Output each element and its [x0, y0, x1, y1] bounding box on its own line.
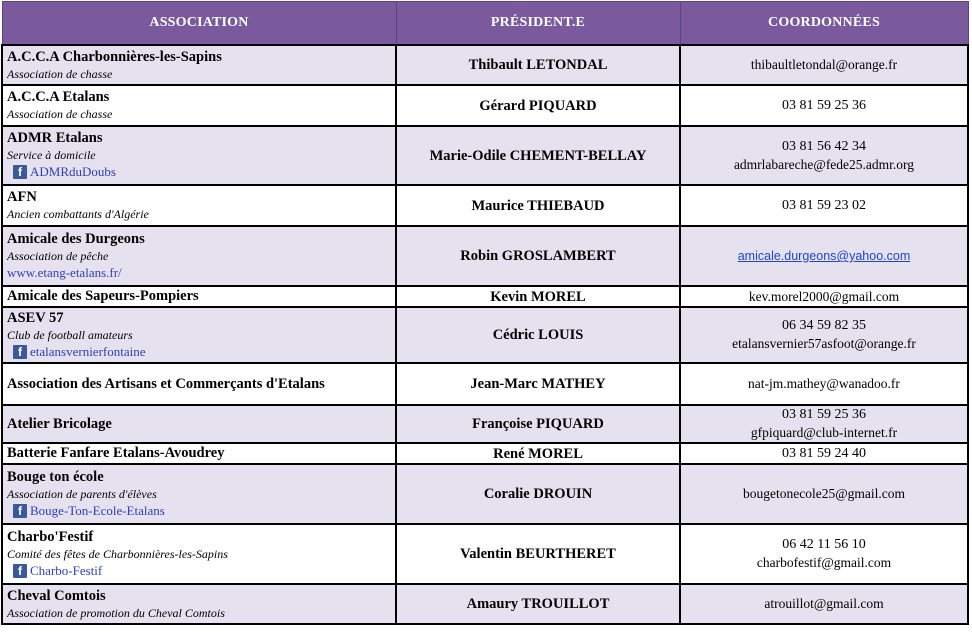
association-name: Association des Artisans et Commerçants d'Etalans: [7, 375, 325, 392]
president-cell: [396, 524, 680, 584]
contact-cell: [680, 307, 968, 363]
contact-phone: 06 34 59 82 35: [782, 318, 866, 333]
president-cell: [396, 584, 680, 624]
table-row: [2, 286, 968, 307]
table-row: [2, 363, 968, 405]
table-row: [2, 524, 968, 584]
facebook-page-name[interactable]: etalansvernierfontaine: [30, 343, 146, 359]
contact-phone: 03 81 59 24 40: [782, 445, 866, 461]
association-cell: [2, 363, 396, 405]
header-president: PRÉSIDENT.E: [396, 2, 680, 46]
president-name: Coralie DROUIN: [483, 486, 593, 502]
president-name: Gérard PIQUARD: [479, 97, 597, 114]
association-cell: [2, 286, 396, 307]
president-cell: [396, 405, 680, 443]
association-description: Association de pêche: [7, 249, 109, 263]
table-row: [2, 405, 968, 443]
association-description: Association de parents d'élèves: [7, 486, 157, 501]
facebook-page-name[interactable]: Bouge-Ton-Ecole-Etalans: [30, 502, 165, 518]
association-description: Association de promotion du Cheval Comtois: [7, 605, 225, 620]
table-row: [2, 584, 968, 624]
contact-cell: [680, 286, 968, 307]
president-name: Valentin BEURTHERET: [460, 546, 616, 562]
facebook-icon: f: [13, 504, 27, 518]
table-row: [2, 307, 968, 363]
table-row: [2, 126, 968, 185]
table-row: [2, 85, 968, 126]
president-name: Amaury TROUILLOT: [466, 596, 610, 612]
president-cell: [396, 464, 680, 524]
association-description: Ancien combattants d'Algérie: [7, 207, 149, 221]
president-cell: [396, 443, 680, 464]
facebook-link[interactable]: [7, 502, 391, 520]
association-name: A.C.C.A Etalans: [7, 89, 110, 105]
contact-cell: [680, 443, 968, 464]
association-name: ASEV 57: [7, 309, 64, 326]
contact-email: bougetonecole25@gmail.com: [742, 486, 905, 501]
association-name: AFN: [7, 189, 37, 205]
association-name: Amicale des Sapeurs-Pompiers: [7, 288, 199, 304]
association-name: ADMR Etalans: [7, 130, 103, 146]
president-name: Marie-Odile CHEMENT-BELLAY: [429, 147, 647, 164]
association-description: Association de chasse: [7, 107, 113, 121]
president-name: Françoise PIQUARD: [472, 416, 604, 432]
association-name: Cheval Comtois: [7, 587, 106, 604]
association-cell: [2, 464, 396, 524]
association-name: Amicale des Durgeons: [7, 231, 145, 247]
association-website-link[interactable]: www.etang-etalans.fr/: [7, 265, 122, 280]
contact-phone: 03 81 56 42 34: [782, 138, 866, 154]
associations-table: [1, 1, 969, 625]
contact-cell: [680, 363, 968, 405]
association-name: Atelier Bricolage: [7, 415, 112, 432]
president-name: Jean-Marc MATHEY: [470, 376, 606, 392]
contact-phone: 06 42 11 56 10: [782, 537, 866, 552]
president-name: René MOREL: [493, 445, 583, 462]
association-cell: [2, 185, 396, 226]
table-row: [2, 443, 968, 464]
association-cell: [2, 226, 396, 286]
association-cell: [2, 584, 396, 624]
header-contact: COORDONNÉES: [680, 2, 968, 46]
contact-cell: [680, 464, 968, 524]
table-row: [2, 226, 968, 286]
association-name: Batterie Fanfare Etalans-Avoudrey: [7, 445, 225, 461]
table-row: [2, 45, 968, 85]
association-description: Club de football amateurs: [7, 327, 133, 342]
president-cell: [396, 363, 680, 405]
contact-email: atrouillot@gmail.com: [764, 596, 884, 611]
contact-phone: 03 81 59 23 02: [782, 197, 866, 213]
facebook-page-name[interactable]: Charbo-Festif: [30, 562, 103, 578]
contact-email[interactable]: amicale.durgeons@yahoo.com: [737, 249, 911, 263]
association-name: Charbo'Festif: [7, 528, 94, 545]
contact-cell: [680, 45, 968, 85]
table-row: [2, 185, 968, 226]
contact-cell: [680, 185, 968, 226]
contact-cell: [680, 405, 968, 443]
association-cell: [2, 524, 396, 584]
facebook-icon: f: [13, 564, 27, 578]
president-cell: [396, 126, 680, 185]
header-association: ASSOCIATION: [2, 2, 396, 46]
contact-cell: [680, 226, 968, 286]
contact-email: kev.morel2000@gmail.com: [748, 288, 900, 304]
president-name: Robin GROSLAMBERT: [460, 248, 616, 264]
facebook-icon: f: [13, 345, 27, 359]
association-cell: [2, 405, 396, 443]
contact-email: thibaultletondal@orange.fr: [750, 57, 898, 72]
president-name: Thibault LETONDAL: [468, 57, 608, 73]
association-description: Association de chasse: [7, 66, 113, 81]
association-description: Service à domicile: [7, 148, 96, 162]
contact-cell: [680, 524, 968, 584]
association-name: Bouge ton école: [7, 468, 104, 485]
contact-email: admrlabareche@fede25.admr.org: [733, 156, 915, 172]
contact-email: etalansvernier57asfoot@orange.fr: [732, 336, 916, 351]
contact-email: gfpiquard@club-internet.fr: [750, 425, 898, 440]
president-name: Kevin MOREL: [490, 288, 586, 305]
facebook-icon: f: [13, 165, 27, 179]
contact-cell: [680, 126, 968, 185]
association-name: A.C.C.A Charbonnières-les-Sapins: [7, 48, 222, 65]
president-cell: [396, 185, 680, 226]
president-cell: [396, 286, 680, 307]
president-cell: [396, 45, 680, 85]
contact-cell: [680, 85, 968, 126]
facebook-page-name[interactable]: ADMRduDoubs: [30, 164, 116, 179]
contact-phone: 03 81 59 25 36: [782, 407, 866, 422]
contact-phone: 03 81 59 25 36: [782, 97, 866, 113]
facebook-link[interactable]: [7, 562, 391, 580]
table-header-row: [2, 2, 968, 46]
president-cell: [396, 85, 680, 126]
president-name: Cédric LOUIS: [492, 327, 584, 343]
facebook-link[interactable]: [7, 163, 391, 181]
contact-email: charbofestif@gmail.com: [756, 555, 892, 570]
association-cell: [2, 307, 396, 363]
association-cell: [2, 85, 396, 126]
association-cell: [2, 45, 396, 85]
president-cell: [396, 226, 680, 286]
contact-email: nat-jm.mathey@wanadoo.fr: [748, 376, 900, 391]
association-description: Comité des fêtes de Charbonnières-les-Sapins: [7, 546, 228, 561]
facebook-link[interactable]: [7, 343, 391, 361]
association-cell: [2, 443, 396, 464]
table-row: [2, 464, 968, 524]
contact-cell: [680, 584, 968, 624]
association-cell: [2, 126, 396, 185]
president-name: Maurice THIEBAUD: [471, 197, 605, 214]
president-cell: [396, 307, 680, 363]
